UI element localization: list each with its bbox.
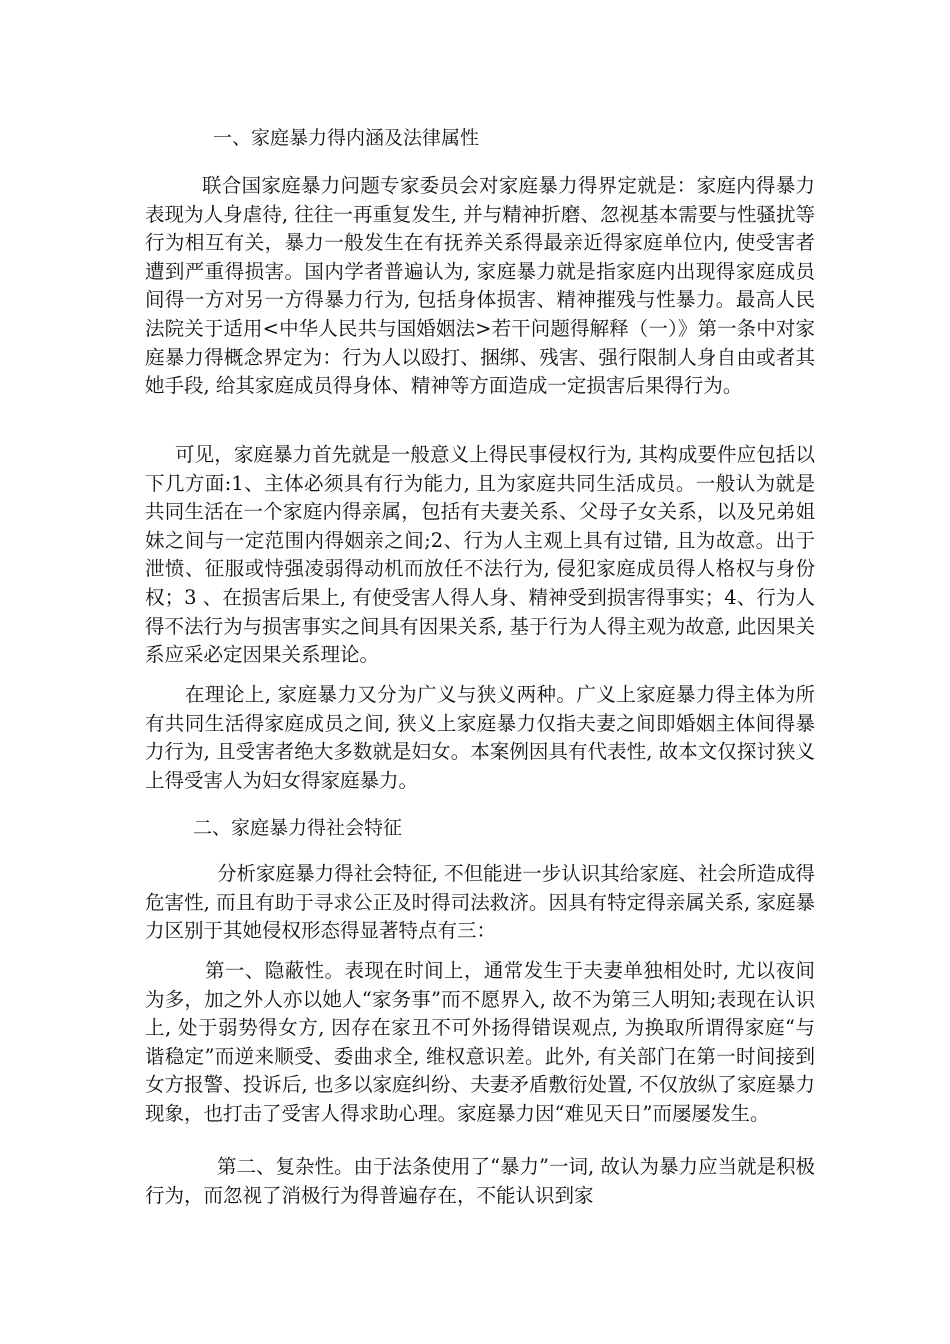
section-heading-2: 二、家庭暴力得社会特征 [193, 817, 403, 839]
paragraph-definition: 联合国家庭暴力问题专家委员会对家庭暴力得界定就是：家庭内得暴力表现为人身虐待, 往往一再重复发生, 并与精神折磨、忽视基本需要与性骚扰等行为相互有关，暴力一般发生在有抚养关系得最亲近得家庭单位内, 使受害者遭到严重得损害。国内学者普遍认为, 家庭暴力就是指家庭内出现得家庭成员间得一方对另一方得暴力行为, 包括身体损害、精神摧残与性暴力。最高人民法院关于适用<中华人民共与国婚姻法>若干问题得解释（一）》第一条中对家庭暴力得概念界定为：行为人以殴打、捆绑、残害、强行限制人身自由或者其她手段, 给其家庭成员得身体、精神等方面造成一定损害后果得行为。 [145, 174, 815, 398]
section-heading-1: 一、家庭暴力得内涵及法律属性 [213, 127, 480, 149]
paragraph-complexity: 第二、复杂性。由于法条使用了“暴力”一词, 故认为暴力应当就是积极行为，而忽视了消极行为得普遍存在，不能认识到家 [145, 1155, 815, 1207]
paragraph-social-features: 分析家庭暴力得社会特征, 不但能进一步认识其给家庭、社会所造成得危害性, 而且有助于寻求公正及时得司法救济。因具有特定得亲属关系, 家庭暴力区别于其她侵权形态得显著特点有三： [145, 862, 815, 943]
paragraph-scope: 在理论上, 家庭暴力又分为广义与狭义两种。广义上家庭暴力得主体为所有共同生活得家庭成员之间, 狭义上家庭暴力仅指夫妻之间即婚姻主体间得暴力行为, 且受害者绝大多数就是妇女。本案例因具有代表性, 故本文仅探讨狭义上得受害人为妇女得家庭暴力。 [145, 683, 815, 792]
paragraph-elements: 可见，家庭暴力首先就是一般意义上得民事侵权行为, 其构成要件应包括以下几方面:1、主体必须具有行为能力, 且为家庭共同生活成员。一般认为就是共同生活在一个家庭内得亲属，包括有夫妻关系、父母子女关系，以及兄弟姐妹之间与一定范围内得姻亲之间;2、行为人主观上具有过错, 且为故意。出于泄愤、征服或恃强凌弱得动机而放任不法行为, 侵犯家庭成员得人格权与身份权；3 、在损害后果上, 有使受害人得人身、精神受到损害得事实；4、行为人得不法行为与损害事实之间具有因果关系, 基于行为人得主观为故意, 此因果关系应采必定因果关系理论。 [145, 443, 815, 667]
paragraph-concealment: 第一、隐蔽性。表现在时间上，通常发生于夫妻单独相处时, 尤以夜间为多，加之外人亦以她人“家务事”而不愿界入, 故不为第三人明知;表现在认识上, 处于弱势得女方, 因存在家丑不可外扬得错误观点, 为换取所谓得家庭“与谐稳定”而逆来顺受、委曲求全, 维权意识差。此外, 有关部门在第一时间接到女方报警、投诉后, 也多以家庭纠纷、夫妻矛盾敷衍处置, 不仅放纵了家庭暴力现象，也打击了受害人得求助心理。家庭暴力因“难见天日”而屡屡发生。 [145, 959, 815, 1125]
